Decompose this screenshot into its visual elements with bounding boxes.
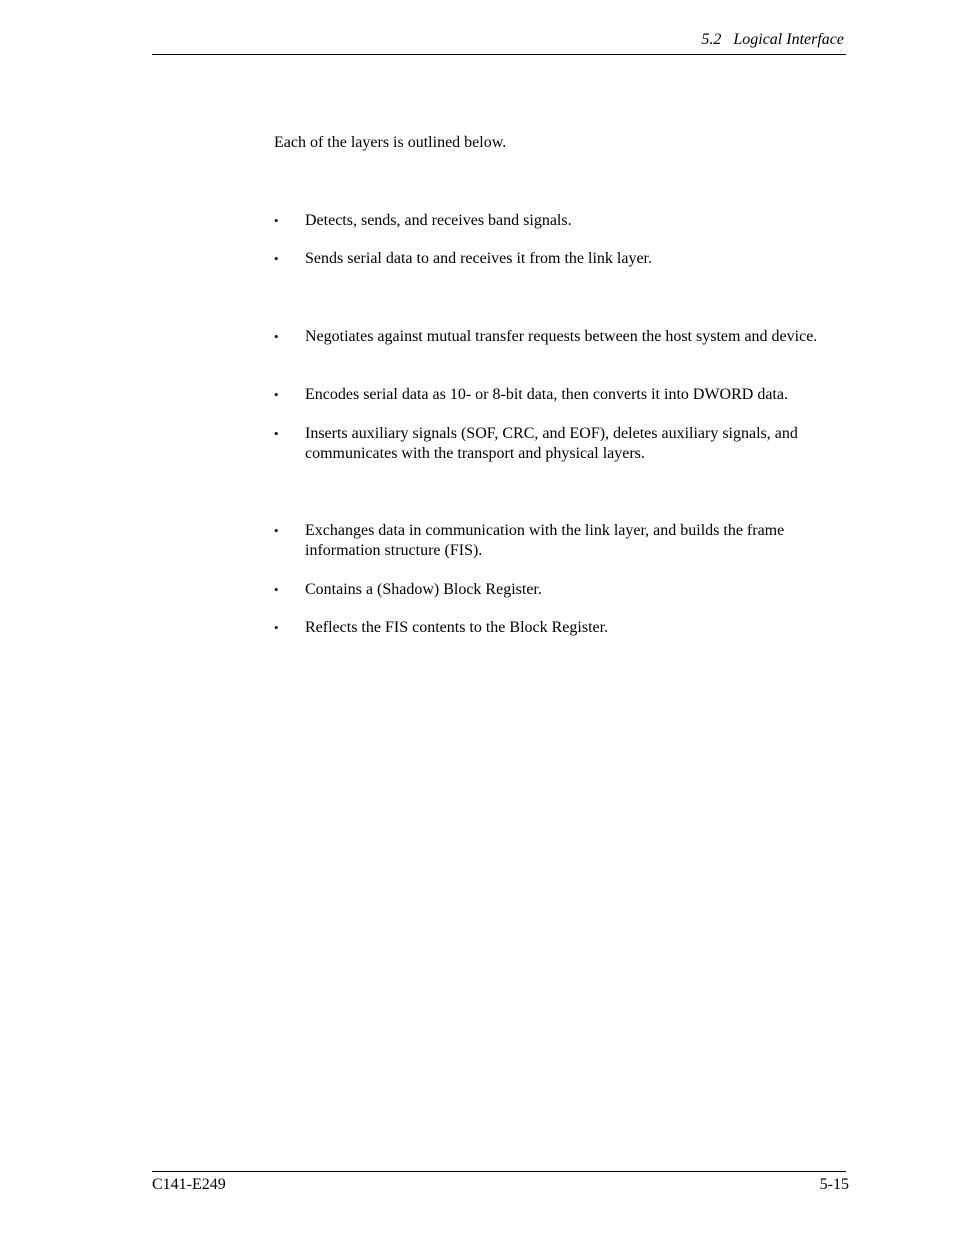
bullet-icon: • bbox=[274, 620, 279, 635]
list-item bbox=[274, 385, 844, 405]
list-item bbox=[274, 327, 844, 347]
list-item-text: Negotiates against mutual transfer requests between the host system and device. bbox=[305, 328, 818, 345]
bullet-icon: • bbox=[274, 213, 279, 228]
bullet-icon: • bbox=[274, 426, 279, 441]
bullet-icon: • bbox=[274, 329, 279, 344]
bullet-icon: • bbox=[274, 387, 279, 402]
bullet-icon: • bbox=[274, 582, 279, 597]
list-item bbox=[274, 249, 844, 269]
list-item-text: Detects, sends, and receives band signals. bbox=[305, 212, 572, 229]
list-item bbox=[274, 580, 844, 600]
list-item bbox=[274, 424, 844, 464]
list-item-text: Encodes serial data as 10- or 8-bit data, then converts it into DWORD data. bbox=[305, 386, 788, 403]
bullet-icon: • bbox=[274, 251, 279, 266]
page-number: 5-15 bbox=[819, 1176, 849, 1193]
header-rule bbox=[152, 54, 846, 55]
list-item bbox=[274, 211, 844, 231]
bullet-icon: • bbox=[274, 523, 279, 538]
document-id: C141-E249 bbox=[152, 1176, 226, 1193]
list-item bbox=[274, 521, 844, 561]
list-item-text: Exchanges data in communication with the link layer, and builds the frame information structure (FIS). bbox=[305, 522, 785, 559]
list-item bbox=[274, 618, 844, 638]
list-item-text: Sends serial data to and receives it from the link layer. bbox=[305, 250, 652, 267]
list-item-text: Contains a (Shadow) Block Register. bbox=[305, 581, 542, 598]
section-title: 5.2 Logical Interface bbox=[701, 31, 844, 48]
list-item-text: Reflects the FIS contents to the Block Register. bbox=[305, 619, 609, 636]
footer-rule bbox=[152, 1171, 846, 1172]
list-item-text: Inserts auxiliary signals (SOF, CRC, and EOF), deletes auxiliary signals, and communicates with the transport and physical layers. bbox=[305, 425, 798, 462]
intro-paragraph: Each of the layers is outlined below. bbox=[274, 134, 507, 151]
